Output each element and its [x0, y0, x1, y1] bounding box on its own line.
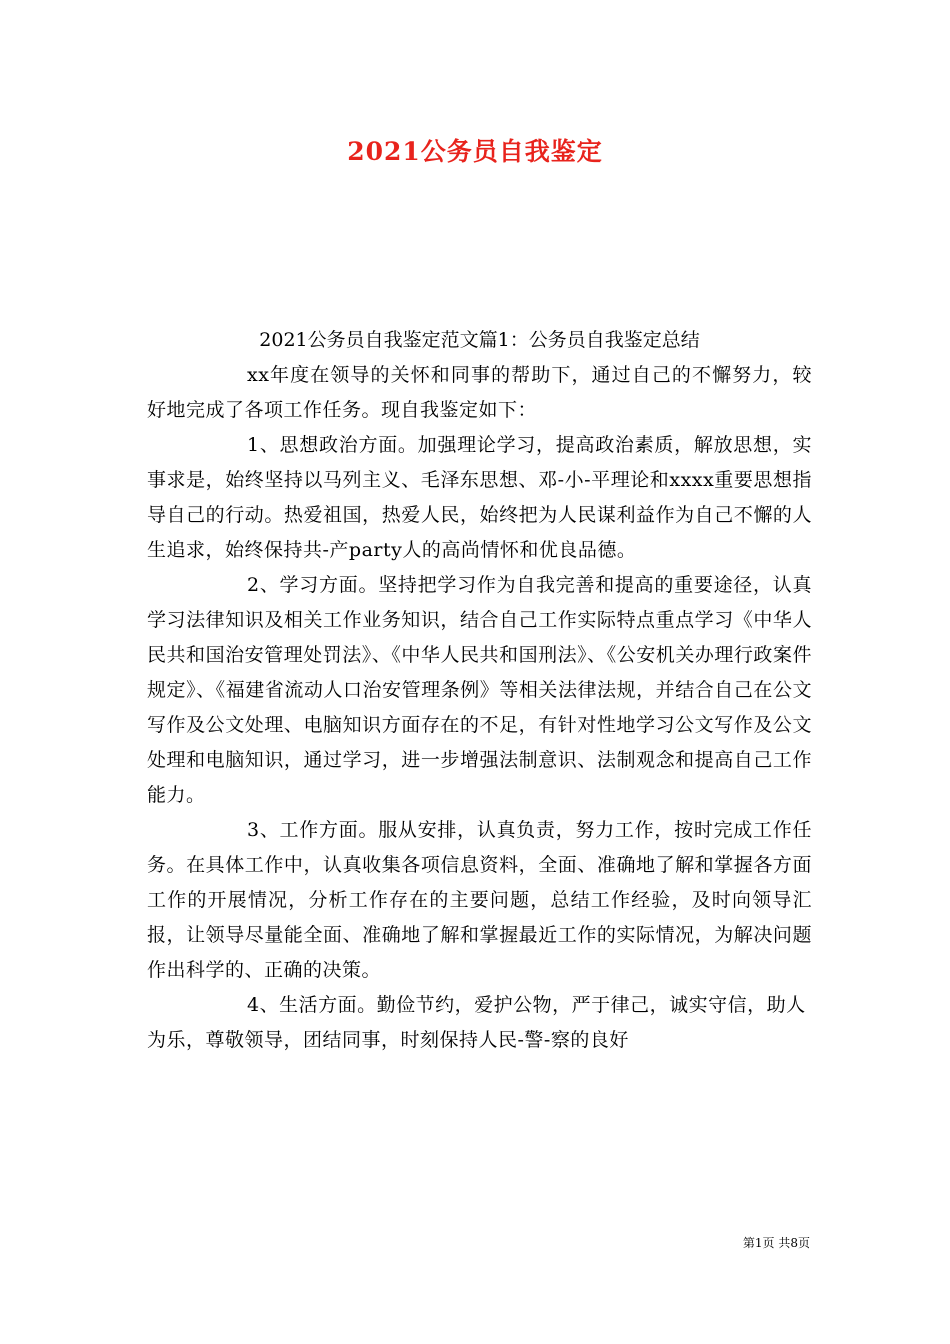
paragraph-intro: xx年度在领导的关怀和同事的帮助下，通过自己的不懈努力，较好地完成了各项工作任务。现自我鉴定如下： — [147, 364, 812, 421]
paragraph-study: 2、学习方面。坚持把学习作为自我完善和提高的重要途径，认真学习法律知识及相关工作业务知识，结合自己工作实际特点重点学习《中华人民共和国治安管理处罚法》、《中华人民共和国刑法》、《公安机关办理行政案件规定》、《福建省流动人口治安管理条例》等相关法律法规，并结合自己在公文写作及公文处理、电脑知识方面存在的不足，有针对性地学习公文写作及公文处理和电脑知识，通过学习，进一步增强法制意识、法制观念和提高自己工作能力。 — [147, 574, 812, 806]
document-body — [147, 323, 812, 1058]
page-number-footer: 第1页 共8页 — [742, 1236, 810, 1250]
section-subtitle: 2021公务员自我鉴定范文篇1：公务员自我鉴定总结 — [259, 329, 700, 351]
document-title: 2021公务员自我鉴定 — [347, 137, 603, 166]
paragraph-political: 1、思想政治方面。加强理论学习，提高政治素质，解放思想，实事求是，始终坚持以马列主义、毛泽东思想、邓-小-平理论和xxxx重要思想指导自己的行动。热爱祖国，热爱人民，始终把为人民谋利益作为自己不懈的人生追求，始终保持共-产party人的高尚情怀和优良品德。 — [147, 434, 812, 561]
paragraph-life: 4、生活方面。勤俭节约，爱护公物，严于律己，诚实守信，助人为乐，尊敬领导，团结同事，时刻保持人民-警-察的良好 — [147, 994, 806, 1051]
paragraph-work: 3、工作方面。服从安排，认真负责，努力工作，按时完成工作任务。在具体工作中，认真收集各项信息资料，全面、准确地了解和掌握各方面工作的开展情况，分析工作存在的主要问题，总结工作经验，及时向领导汇报，让领导尽量能全面、准确地了解和掌握最近工作的实际情况，为解决问题作出科学的、正确的决策。 — [147, 819, 812, 981]
